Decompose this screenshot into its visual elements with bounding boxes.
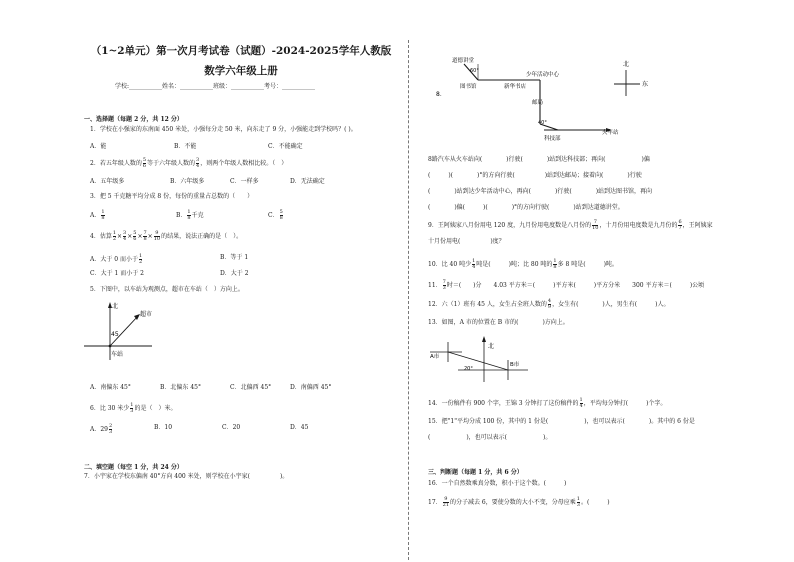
q5-station-dot <box>109 345 112 348</box>
q2-text <box>90 158 287 169</box>
q11-text: 11． $\frac{7}{3}$ 时＝( )分 4.03 平方米＝( )平方米( )平方分米 300 平方米＝( )公顷 <box>428 279 705 291</box>
q3-option-c: C． $\frac{5}{8}$ <box>268 209 283 221</box>
q15-line-2: ( )，也可以表示( )。 <box>428 434 552 441</box>
q6-option-c: C．20 <box>222 424 241 431</box>
q1-option-a: A．能 <box>90 143 107 150</box>
q5-angle-label: 45 <box>111 331 119 338</box>
q5-option-d: D．南偏西 45° <box>290 384 332 391</box>
q13-b-label: B市 <box>510 362 520 368</box>
q9-text: 9．王阿姨家八月份用电 120 度，九月份用电度数是八月份的 $\frac{7}{10}$ ，十月份用电度数是九月份的 $\frac{6}{7}$ ，王阿姨家 <box>428 219 713 231</box>
q8-angle-1: 60° <box>470 68 479 74</box>
q8-line-2: ( )( )°的方向行驶( )站到达邮局；接着向( )行驶 <box>428 172 642 179</box>
q2-option-c: C．一样多 <box>230 178 259 185</box>
q2-option-a: A．五年级多 <box>90 178 125 185</box>
q8-tech-label: 科技部 <box>544 136 561 142</box>
q4-option-c: C．大于 1 而小于 2 <box>90 270 144 277</box>
q3-text: 3．把 5 千克糖平均分成 8 份，每份的重量占总数的（ ） <box>90 193 254 200</box>
q13-figure <box>428 334 538 384</box>
section-choice-heading: 一、选择题（每题 2 分，共 12 分） <box>84 116 183 123</box>
q8-line-3: ( )站到达少年活动中心，再向( )行驶( )站到达图书馆，再向 <box>428 188 653 195</box>
q5-option-c: C．北偏西 45° <box>230 384 272 391</box>
q4-text: 4．估算 $\frac{1}{2}$ × $\frac{3}{4}$ × $\frac{5}{6}$ × $\frac{7}{8}$ × $\frac{9}{10}$ 的结果，说法正确的是（ ）。 <box>90 230 243 242</box>
student-info-line: 学校:___________姓名：___________班级：___________考号：___________ <box>115 83 316 90</box>
q2-fraction-2: $\frac{3}{4}$ <box>196 157 200 169</box>
q6-option-b: B．10 <box>154 424 173 431</box>
right-column <box>410 0 794 562</box>
q6-option-a: A．29 $\frac{2}{3}$ <box>90 423 113 435</box>
q8-number: 8． <box>436 91 446 98</box>
q1-option-b: B．不能 <box>174 143 197 150</box>
q8-compass-north: 北 <box>623 61 630 68</box>
q13-connecting-line <box>448 352 508 370</box>
q5-direction-figure <box>80 294 170 366</box>
q5-market-label: 超市 <box>140 311 153 318</box>
q2-option-d: D．无法确定 <box>290 178 325 185</box>
q2-fraction-1: $\frac{5}{6}$ <box>142 157 147 169</box>
q8-library-label: 图书馆 <box>460 84 477 90</box>
exam-title: （1~2单元）第一次月考试卷（试题）-2024-2025学年人教版数学六年级上册 <box>90 45 392 77</box>
q1-text: 1．学校在小强家的东南面 450 米处，小强每分走 50 米，向东走了 9 分，小强能走到学校吗？( )。 <box>90 126 357 133</box>
q3-option-b: B． $\frac{1}{8}$ 千克 <box>176 209 204 221</box>
q13-angle-label: 20° <box>464 366 473 372</box>
q14-text: 14．一份稿件有 900 个字，王锦 3 分钟打了这份稿件的 $\frac{1}{4}$ ，平均每分钟打( )个字。 <box>428 397 667 409</box>
q8-line-4: ( )偏( )( )°的方向行驶( )站到达道德讲堂。 <box>428 204 624 211</box>
section-judge-heading: 三、判断题（每题 1 分，共 6 分） <box>428 469 523 476</box>
q8-station-label: 火车站 <box>602 130 619 136</box>
q15-line-1: 15．把"1"平均分成 100 份，其中的 1 份是( )，也可以表示( )。其中的 6 份是 <box>428 418 695 425</box>
q6-text: 6．比 30 米少 $\frac{1}{3}$ 的是（ ）米。 <box>90 402 177 414</box>
q13-north-arrow <box>482 336 486 342</box>
q8-angle-2: 40° <box>538 120 547 126</box>
q17-text: 17． $\frac{9}{21}$ 的分子减去 6，要使分数的大小不变，分母应乘 $\frac{1}{3}$ 。( ) <box>428 496 610 508</box>
q12-text: 12．六（1）班有 45 人，女生占全班人数的 $\frac{4}{9}$ ，女生有( )人，男生有( )人。 <box>428 298 670 310</box>
q16-text: 16．一个自然数乘真分数，积小于这个数。( ) <box>428 480 567 487</box>
q6-option-d: D．45 <box>290 424 309 431</box>
q4-option-d: D．大于 2 <box>220 270 249 277</box>
q8-bookstore-label: 新华书店 <box>504 84 527 90</box>
q5-option-a: A．南偏东 45° <box>90 384 131 391</box>
q8-line-1: 8路汽车从火车站向( )行驶( )站到达科技部；再向( )偏 <box>428 156 650 163</box>
q5-text: 5．下图中，以车站为观测点，超市在车站（ ）方向上。 <box>90 286 244 293</box>
q3-option-a: A． $\frac{1}{8}$ <box>90 209 105 221</box>
section-blank-heading: 二、填空题（每空 1 分，共 24 分） <box>84 464 183 471</box>
q2-pre: 2．若五年级人数的 <box>90 160 142 167</box>
q13-north-label: 北 <box>488 343 495 350</box>
q7-text: 7．小宇家在学校东偏南 40°方向 400 米处，则学校在小宇家( )。 <box>84 473 289 480</box>
q4-option-b: B．等于 1 <box>220 254 249 261</box>
q2-post: ，则两个年级人数相比较。（ ） <box>200 160 288 167</box>
q1-option-c: C．不能确定 <box>268 143 303 150</box>
q8-youth-center-label: 少年活动中心 <box>526 72 560 78</box>
q8-compass-east: 东 <box>642 81 649 88</box>
q13-a-label: A市 <box>430 354 440 360</box>
q4-option-a: A．大于 0 而小于 $\frac{1}{2}$ <box>90 253 143 265</box>
q5-station-label: 车站 <box>111 351 124 358</box>
q10-text: 10．比 40 吨少 $\frac{1}{4}$ 吨是( )吨；比 80 吨的 $\frac{1}{8}$ 多 8 吨是( )吨。 <box>428 258 618 270</box>
q8-postoffice-label: 邮局 <box>532 100 544 106</box>
q5-option-b: B．北偏东 45° <box>160 384 201 391</box>
q2-mid: 等于六年级人数的 <box>147 160 196 167</box>
q5-north-label: 北 <box>112 303 119 310</box>
q9-line-2: 十月份用电( )度？ <box>428 238 505 245</box>
q2-option-b: B．六年级多 <box>170 178 205 185</box>
q8-route-map <box>426 46 666 142</box>
q13-text: 13．如图，A 市的位置在 B 市的( )方向上。 <box>428 319 569 326</box>
q8-stadium-label: 道德讲堂 <box>452 58 475 64</box>
